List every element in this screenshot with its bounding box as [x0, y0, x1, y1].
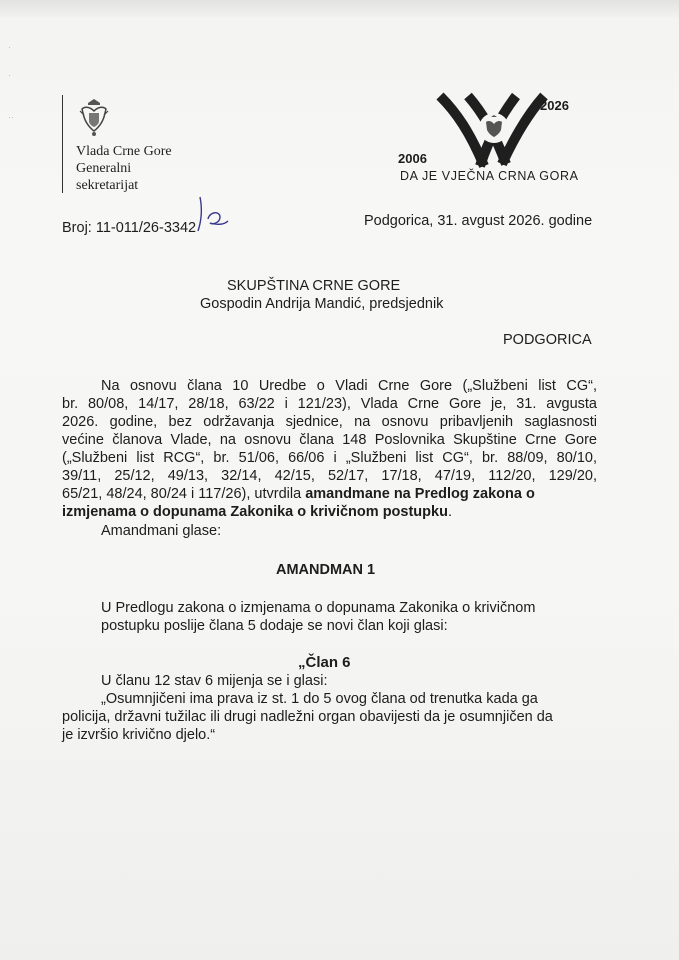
amendments-intro: Amandmani glase:: [101, 523, 222, 539]
recipient-person: Gospodin Andrija Mandić, predsjednik: [200, 296, 444, 312]
intro-line-2: br. 80/08, 14/17, 28/18, 63/22 i 121/23), Vlada Crne Gore je, 31. avgusta: [62, 396, 597, 412]
government-name: [76, 143, 172, 194]
amendment-text-1: U Predlogu zakona o izmjenama o dopunama Zakonika o krivičnom: [101, 600, 536, 616]
recipient-org: SKUPŠTINA CRNE GORE: [227, 278, 401, 294]
intro-line-4: većine članova Vlade, na osnovu člana 148 Poslovnika Skupštine Crne Gore: [62, 432, 597, 448]
amendment-text-2: postupku poslije člana 5 dodaje se novi član koji glasi:: [101, 618, 448, 634]
gov-line-2: Generalni: [76, 161, 132, 176]
intro-line-8-end: .: [447, 504, 452, 520]
gov-line-1: Vlada Crne Gore: [76, 144, 172, 159]
reference-number: Broj: 11-011/26-3342: [62, 220, 197, 236]
article-line-4: je izvršio krivično djelo.“: [62, 727, 216, 743]
article-line-2: „Osumnjičeni ima prava iz st. 1 do 5 ovog člana od trenutka kada ga: [101, 691, 538, 707]
intro-line-1: Na osnovu člana 10 Uredbe o Vladi Crne Gore („Službeni list CG“,: [101, 378, 597, 394]
intro-line-3: 2026. godine, bez održavanja sjednice, na osnovu pribavljenih saglasnosti: [62, 414, 597, 430]
recipient-city: PODGORICA: [503, 332, 592, 348]
intro-line-7: [62, 485, 535, 503]
intro-line-5: („Službeni list RCG“, br. 51/06, 66/06 i „Službeni list CG“, br. 88/09, 80/10,: [62, 450, 597, 466]
intro-line-8-bold: izmjenama o dopunama Zakonika o krivičnom postupku: [62, 504, 448, 520]
coat-of-arms-icon: [78, 97, 110, 137]
anniversary-logo: [398, 92, 598, 188]
article-line-1: U članu 12 stav 6 mijenja se i glasi:: [101, 673, 328, 689]
anniversary-motto: DA JE VJEČNA CRNA GORA: [400, 169, 579, 183]
logo-divider: [62, 95, 63, 193]
scan-artifact: · · ··: [8, 42, 14, 122]
anniversary-year-end: 2026: [540, 98, 569, 113]
intro-line-7-text: 65/21, 48/24, 80/24 i 117/26), utvrdila: [62, 486, 306, 502]
intro-line-7-bold: amandmane na Predlog zakona o: [305, 486, 535, 502]
article-line-3: policija, državni tužilac ili drugi nadležni organ obavijesti da je osumnjičen da: [62, 709, 553, 725]
intro-line-8: [62, 503, 452, 521]
scan-edge: [0, 0, 679, 18]
article-heading: „Član 6: [298, 654, 351, 671]
anniversary-year-start: 2006: [398, 151, 427, 166]
intro-line-6: 39/11, 25/12, 49/13, 32/14, 42/15, 52/17, 17/18, 47/19, 112/20, 129/20,: [62, 468, 597, 484]
amendment-heading: AMANDMAN 1: [276, 562, 376, 578]
gov-line-3: sekretarijat: [76, 178, 139, 193]
handwritten-mark: [194, 193, 234, 233]
government-logo-block: [62, 95, 202, 195]
place-date: Podgorica, 31. avgust 2026. godine: [364, 213, 593, 229]
